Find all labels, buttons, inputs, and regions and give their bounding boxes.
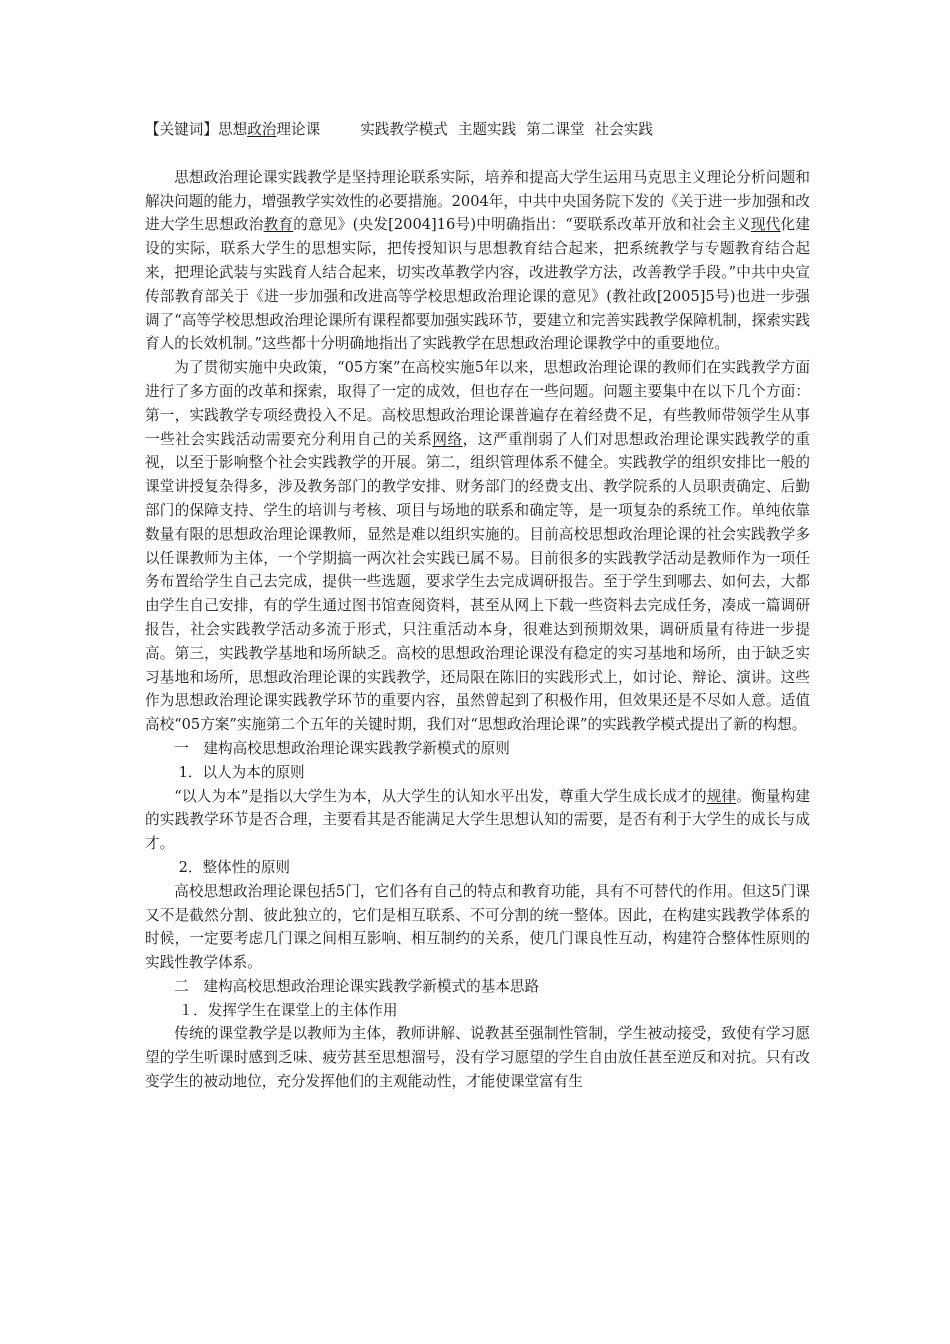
paragraph-1-text-c: 化建设的实际，联系大学生的思想实际，把传授知识与思想教育结合起来，把系统教学与专题教育结合起来，把理论武装与实践育人结合起来，切实改革教学内容，改进教学方法，改善教学手段。”中共中央宣传部教育部关于《进一步加强和改进高等学校思想政治理论课的意见》(教社政[2005]5号)也进一步强调了“高等学校思想政治理论课所有课程都要加强实践环节，要建立和完善实践教学保障机制，探索实践育人的长效机制。”这些都十分明确地指出了实践教学在思想政治理论课教学中的重要地位。 xyxy=(145,216,810,353)
paragraph-2 xyxy=(145,356,810,737)
paragraph-3-text-a: “以人为本”是指以大学生为本，从大学生的认知水平出发，尊重大学生成长成才的 xyxy=(174,787,707,805)
link-education[interactable]: 教育 xyxy=(263,216,294,234)
paragraph-1 xyxy=(145,166,810,356)
keywords-label: 【关键词】 xyxy=(145,121,218,138)
keyword-2: 实践教学模式 xyxy=(360,121,448,138)
paragraph-1-text-b: 的意见》(央发[2004]16号)中明确指出：“要联系改革开放和社会主义 xyxy=(293,216,751,234)
keyword-5: 社会实践 xyxy=(594,121,653,138)
paragraph-3-text-b: 。衡量构建的实践教学环节是否合理，主要看其是否能满足大学生思想认知的需要，是否有利于大学生的成长与成才。 xyxy=(145,787,810,853)
subheading-1-1: 1．以人为本的原则 xyxy=(178,763,305,781)
keywords-line xyxy=(145,118,810,142)
paragraph-4: 高校思想政治理论课包括5门，它们各有自己的特点和教育功能，具有不可替代的作用。但这5门课又不是截然分割、彼此独立的，它们是相互联系、不可分割的统一整体。因此，在构建实践教学体系的时候，一定要考虑几门课之间相互影响、相互制约的关系，使几门课良性互动，构建符合整体性原则的实践性教学体系。 xyxy=(145,882,810,972)
paragraph-5: 传统的课堂教学是以教师为主体，教师讲解、说教甚至强制性管制，学生被动接受，致使有学习愿望的学生听课时感到乏味、疲劳甚至思想溜号，没有学习愿望的学生自由放任甚至逆反和对抗。只有改变学生的被动地位，充分发挥他们的主观能动性，才能使课堂富有生 xyxy=(145,1025,810,1091)
subheading-2-1: １．发挥学生在课堂上的主体作用 xyxy=(178,1001,398,1019)
link-modern[interactable]: 现代 xyxy=(750,216,781,234)
keyword-4: 第二课堂 xyxy=(526,121,585,138)
keyword-1-part-b: 理论课 xyxy=(276,121,321,138)
paragraph-3 xyxy=(145,785,810,856)
subheading-1-2: 2．整体性的原则 xyxy=(178,858,291,876)
paragraph-1-text-a: 思想政治理论课实践教学是坚持理论联系实际，培养和提高大学生运用马克思主义理论分析问题和解决问题的能力，增强教学实效性的必要措施。2004年，中共中央国务院下发的《关于进一步加强和改进大学生思想政治 xyxy=(145,168,810,234)
article-body xyxy=(145,118,810,1094)
section-heading-2: 二 建构高校思想政治理论课实践教学新模式的基本思路 xyxy=(174,977,540,995)
keyword-1-part-a: 思想 xyxy=(217,121,248,138)
paragraph-2-text-b: ，这严重削弱了人们对思想政治理论课实践教学的重视，以至于影响整个社会实践教学的开展。第二，组织管理体系不健全。实践教学的组织安排比一般的课堂讲授复杂得多，涉及教务部门的教学安排、财务部门的经费支出、教学院系的人员职责确定、后勤部门的保障支持、学生的培训与考核、项目与场地的联系和确定等，是一项复杂的系统工作。单纯依靠数量有限的思想政治理论课教师，显然是难以组织实施的。目前高校思想政治理论课的社会实践教学多以任课教师为主体，一个学期搞一两次社会实践已属不易。目前很多的实践教学活动是教师作为一项任务布置给学生自己去完成，提供一些选题，要求学生去完成调研报告。至于学生到哪去、如何去，大都由学生自己安排，有的学生通过图书馆查阅资料，甚至从网上下载一些资料去完成任务，凑成一篇调研报告，社会实践教学活动多流于形式，只注重活动本身，很难达到预期效果，调研质量有待进一步提高。第三，实践教学基地和场所缺乏。高校的思想政治理论课没有稳定的实习基地和场所，由于缺乏实习基地和场所，思想政治理论课的实践教学，还局限在陈旧的实践形式上，如讨论、辩论、演讲。这些作为思想政治理论课实践教学环节的重要内容，虽然曾起到了积极作用，但效果还是不尽如人意。适值高校“05方案”实施第二个五年的关键时期，我们对“思想政治理论课”的实践教学模式提出了新的构想。 xyxy=(145,430,810,734)
section-heading-1: 一 建构高校思想政治理论课实践教学新模式的原则 xyxy=(174,739,510,757)
keyword-link-politics[interactable]: 政治 xyxy=(247,121,277,138)
paragraph-2-text-a: 为了贯彻实施中央政策，“05方案”在高校实施5年以来，思想政治理论课的教师们在实践教学方面进行了多方面的改革和探索，取得了一定的成效，但也存在一些问题。问题主要集中在以下几个方面：第一，实践教学专项经费投入不足。高校思想政治理论课普遍存在着经费不足，有些教师带领学生从事一些社会实践活动需要充分利用自己的关系 xyxy=(145,359,810,448)
link-law[interactable]: 规律 xyxy=(706,787,737,805)
link-network[interactable]: 网络 xyxy=(432,430,463,448)
keyword-3: 主题实践 xyxy=(457,121,517,138)
